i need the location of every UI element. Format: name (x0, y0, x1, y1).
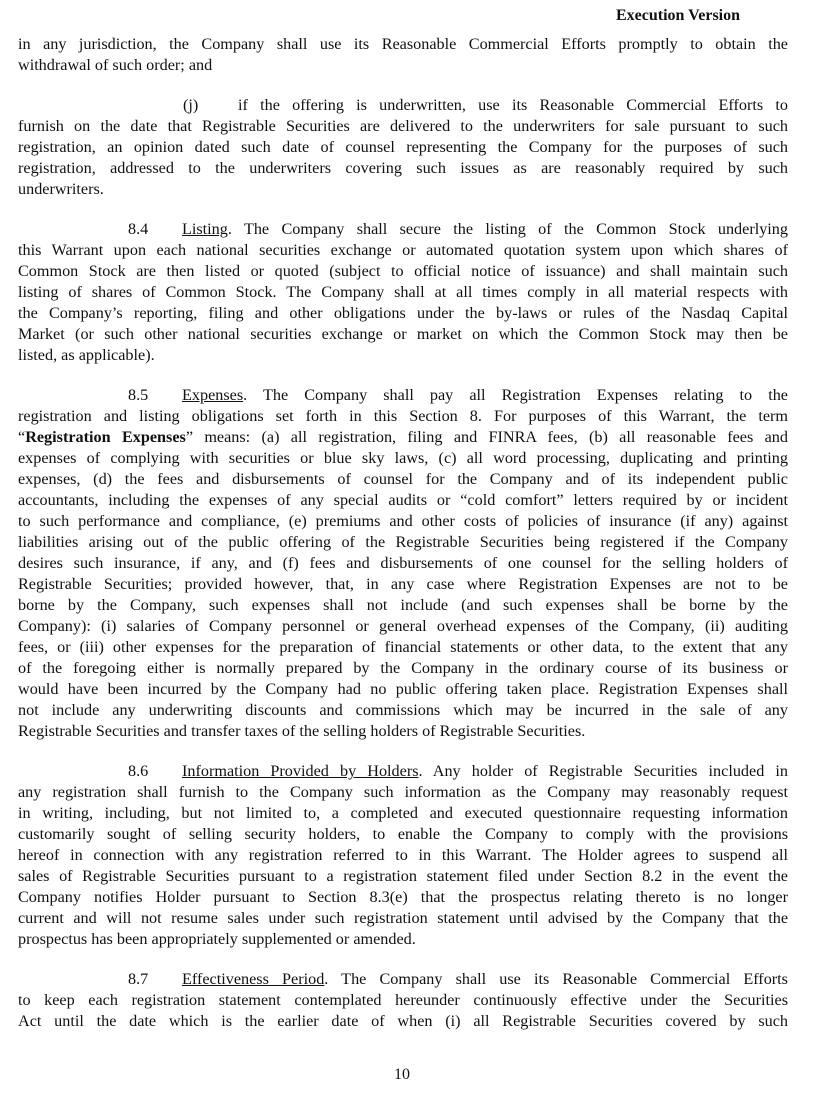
text-line: Company): (i) salaries of Company personnel or general overhead expenses of the Company, (ii) auditing (18, 617, 788, 635)
text-line: Registrable Securities and transfer taxes of the selling holders of Registrable Securities. (18, 722, 586, 740)
text-line: not include any underwriting discounts and commissions which may be incurred in the sale of any (18, 701, 788, 719)
text-line: Company notifies Holder pursuant to Section 8.3(e) that the prospectus relating thereto is no longer (18, 888, 788, 906)
section-text: . The Company shall use its Reasonable Commercial Efforts (324, 970, 788, 988)
text-line: fees, or (iii) other expenses for the preparation of financial statements or other data, to the extent that any (18, 638, 788, 656)
document-body (18, 34, 788, 1032)
section-heading: Expenses (182, 386, 244, 404)
section-text: . The Company shall pay all Registration Expenses relating to the (243, 386, 788, 404)
page-number: 10 (394, 1066, 410, 1083)
text-line: registration, addressed to the underwriters covering such issues as are reasonably required by such (18, 159, 788, 177)
text-line: underwriters. (18, 180, 104, 198)
section-text: . Any holder of Registrable Securities included in (418, 762, 788, 780)
defined-term: Registration Expenses (25, 428, 186, 446)
text-line: registration and listing obligations set forth in this Section 8. For purposes of this Warrant, the term (18, 407, 788, 425)
text-line: the Company’s reporting, filing and other obligations under the by-laws or rules of the Nasdaq Capital (18, 304, 788, 322)
text-line: borne by the Company, such expenses shall not include (and such expenses shall be borne by the (18, 596, 788, 614)
text-line: to keep each registration statement contemplated hereunder continuously effective under the Securities (18, 991, 788, 1009)
text-line: to such performance and compliance, (e) premiums and other costs of policies of insurance (if any) against (18, 512, 788, 530)
clause-j (18, 95, 788, 200)
document-version-label: Execution Version (616, 7, 741, 24)
text-line: any registration shall furnish to the Company such information as the Company may reasonably request (18, 783, 788, 801)
text-line: listed, as applicable). (18, 346, 155, 364)
section-8-6-information-provided-by-holders (18, 761, 788, 950)
clause-first-line (18, 95, 788, 116)
section-text: . The Company shall secure the listing of the Common Stock underlying (227, 220, 788, 238)
text-line: Act until the date which is the earlier date of when (i) all Registrable Securities covered by such (18, 1012, 788, 1030)
text-line: furnish on the date that Registrable Securities are delivered to the underwriters for sale pursuant to such (18, 117, 788, 135)
text-line: listing of shares of Common Stock. The Company shall at all times comply in all material respects with (18, 283, 788, 301)
text-line: current and will not resume sales under such registration statement until advised by the Company that the (18, 909, 788, 927)
section-number: 8.7 (128, 970, 149, 988)
section-first-line (18, 761, 788, 782)
section-number: 8.4 (128, 220, 149, 238)
section-8-4-listing (18, 219, 788, 366)
text-line: sales of Registrable Securities pursuant to a registration statement filed under Section 8.2 in the event the (18, 867, 788, 885)
section-heading: Effectiveness Period (182, 970, 325, 988)
text-line: in writing, including, but not limited to, a completed and executed questionnaire requesting information (18, 804, 788, 822)
text-line: withdrawal of such order; and (18, 56, 213, 74)
section-8-7-effectiveness-period (18, 969, 788, 1032)
section-number: 8.5 (128, 386, 149, 404)
section-8-5-expenses (18, 385, 788, 742)
text-line: liabilities arising out of the public offering of the Registrable Securities being registered if the Company (18, 533, 788, 551)
text-line: “Registration Expenses” means: (a) all registration, filing and FINRA fees, (b) all reasonable fees and (18, 428, 788, 446)
clause-number: (j) (183, 96, 199, 114)
text-line: registration, an opinion dated such date of counsel representing the Company for the purposes of such (18, 138, 788, 156)
text-line: would have been incurred by the Company had no public offering taken place. Registration Expenses shall (18, 680, 788, 698)
text-line: Market (or such other national securities exchange or market on which the Common Stock may then be (18, 325, 788, 343)
text-line: customarily sought of selling security holders, to enable the Company to comply with the provisions (18, 825, 788, 843)
text-line: hereof in connection with any registration referred to in this Warrant. The Holder agrees to suspend all (18, 846, 788, 864)
text-line: prospectus has been appropriately supplemented or amended. (18, 930, 416, 948)
section-first-line (18, 385, 788, 406)
text-line: expenses of complying with securities or blue sky laws, (c) all word processing, duplicating and printing (18, 449, 788, 467)
section-first-line (18, 219, 788, 240)
section-first-line (18, 969, 788, 990)
text-line: Common Stock are then listed or quoted (subject to official notice of issuance) and shall maintain such (18, 262, 788, 280)
text-line: Registrable Securities; provided however, that, in any case where Registration Expenses are not to be (18, 575, 788, 593)
text-line: this Warrant upon each national securities exchange or automated quotation system upon which shares of (18, 241, 788, 259)
continuation-paragraph (18, 34, 788, 76)
text-line: accountants, including the expenses of any special audits or “cold comfort” letters required by or incident (18, 491, 788, 509)
text-line: desires such insurance, if any, and (f) fees and disbursements of one counsel for the selling holders of (18, 554, 788, 572)
text-line: of the foregoing either is normally prepared by the Company in the ordinary course of its business or (18, 659, 788, 677)
section-number: 8.6 (128, 762, 149, 780)
section-heading: Information Provided by Holders (182, 762, 419, 780)
clause-text: if the offering is underwritten, use its Reasonable Commercial Efforts to (238, 96, 788, 114)
text-line: in any jurisdiction, the Company shall use its Reasonable Commercial Efforts promptly to obtain the (18, 35, 788, 53)
section-heading: Listing (182, 220, 228, 238)
text-line: expenses, (d) the fees and disbursements of counsel for the Company and of its independent public (18, 470, 788, 488)
